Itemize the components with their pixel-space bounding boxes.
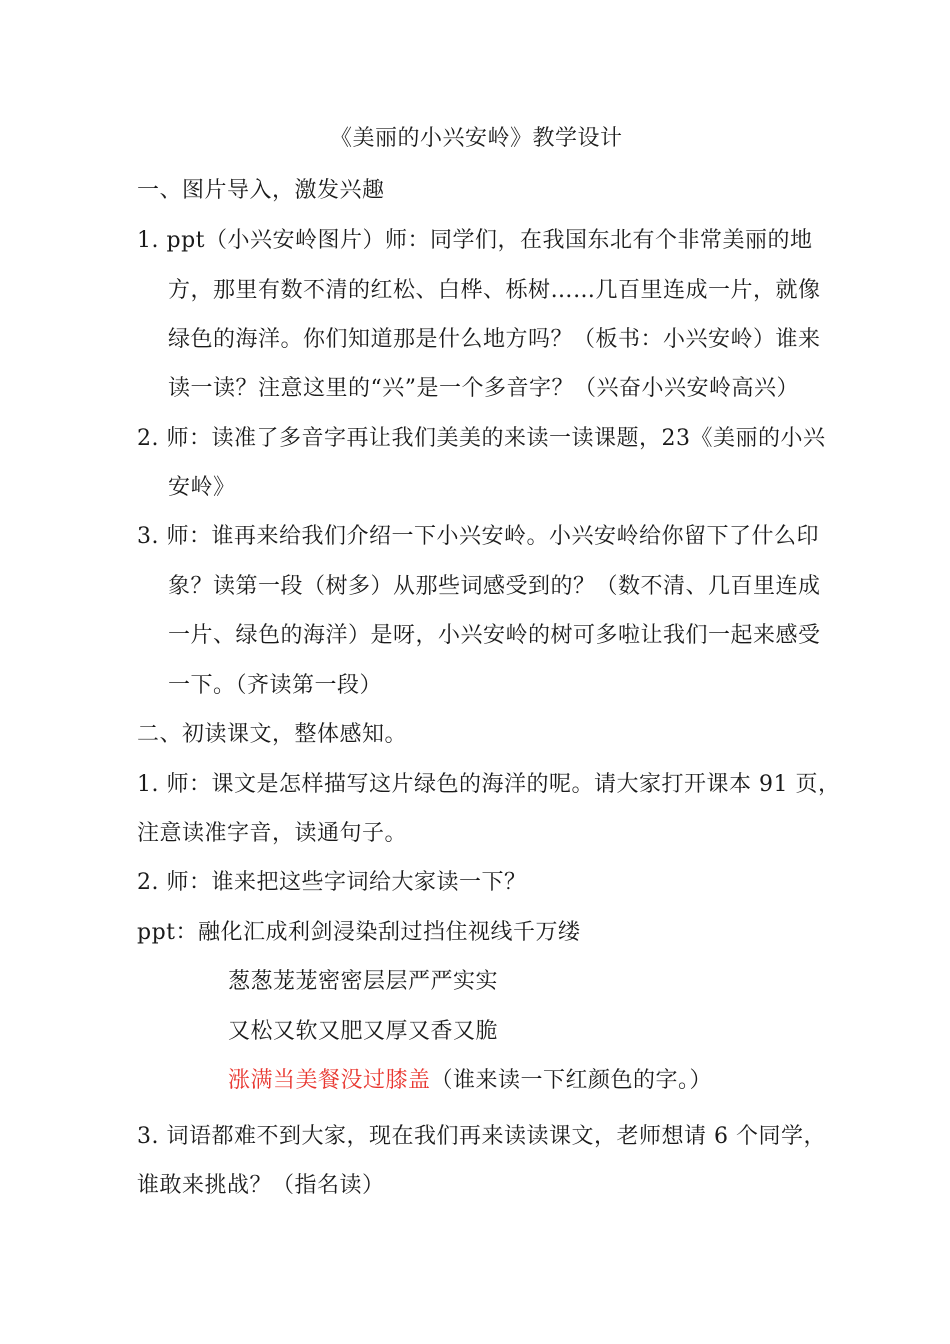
s2-item2: 2. 师：谁来把这些字词给大家读一下？ [137,870,527,895]
s2-item1-line2: 注意读准字音，读通句子。 [137,821,408,846]
ppt-wordlist-line4 [228,1066,712,1096]
s1-item3-line2: 象？读第一段（树多）从那些词感受到的？（数不清、几百里连成 [168,574,821,599]
s1-item1-line3: 绿色的海洋。你们知道那是什么地方吗？（板书：小兴安岭）谁来 [168,327,821,352]
red-words-note: （谁来读一下红颜色的字。） [430,1068,713,1093]
s1-item1-line4: 读一读？注意这里的“兴”是一个多音字？（兴奋小兴安岭高兴） [168,376,799,401]
s1-item3-line1: 3. 师：谁再来给我们介绍一下小兴安岭。小兴安岭给你留下了什么印 [137,524,819,549]
document-title: 《美丽的小兴安岭》教学设计 [330,126,623,151]
section1-heading: 一、图片导入，激发兴趣 [137,178,385,203]
s1-item3-line3: 一片、绿色的海洋）是呀，小兴安岭的树可多啦让我们一起来感受 [168,623,821,648]
s1-item2-line1: 2. 师：读准了多音字再让我们美美的来读一读课题，23《美丽的小兴 [137,426,826,451]
s1-item3-line4: 一下。（齐读第一段） [168,673,383,698]
s2-item3-line2: 谁敢来挑战？（指名读） [137,1173,385,1198]
s1-item1-line1: 1. ppt（小兴安岭图片）师：同学们，在我国东北有个非常美丽的地 [137,228,813,253]
s2-item3-line1: 3. 词语都难不到大家，现在我们再来读读课文，老师想请 6 个同学， [137,1124,826,1149]
s2-item1-line1: 1. 师：课文是怎样描写这片绿色的海洋的呢。请大家打开课本 91 页， [137,772,841,797]
red-highlighted-words: 涨满当美餐没过膝盖 [228,1068,431,1093]
ppt-wordlist-line3: 又松又软又肥又厚又香又脆 [228,1019,499,1044]
s1-item1-line2: 方，那里有数不清的红松、白桦、栎树……几百里连成一片，就像 [168,278,821,303]
ppt-wordlist-line2: 葱葱茏茏密密层层严严实实 [228,969,499,994]
ppt-wordlist-line1: ppt：融化汇成利剑浸染刮过挡住视线千万缕 [137,920,581,945]
section2-heading: 二、初读课文，整体感知。 [137,722,408,747]
s1-item2-line2: 安岭》 [168,475,236,500]
